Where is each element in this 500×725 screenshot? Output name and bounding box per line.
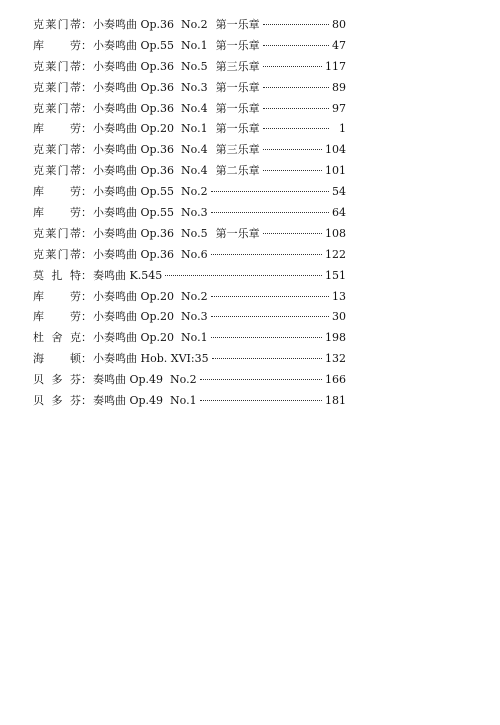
dot-leader	[165, 275, 322, 276]
dot-leader	[211, 296, 329, 297]
composer-name: 海顿	[33, 352, 81, 366]
dot-leader	[211, 254, 322, 255]
piece-title: 小奏鸣曲 Op.20 No.1	[93, 122, 208, 136]
page-number: 166	[325, 373, 346, 387]
dot-leader	[263, 24, 329, 25]
movement-label: 第三乐章	[215, 59, 260, 73]
toc-entry	[33, 349, 346, 370]
composer-name: 克莱门蒂	[33, 247, 81, 261]
colon-separator: ：	[81, 289, 92, 303]
toc-entry	[33, 266, 346, 287]
dot-leader	[211, 316, 329, 317]
page-number: 1	[339, 122, 346, 136]
movement-label: 第一乐章	[215, 122, 260, 136]
dot-leader	[263, 108, 329, 109]
piece-title: 小奏鸣曲 Op.20 No.1	[93, 331, 208, 345]
composer-name: 杜舍克	[33, 331, 81, 345]
page-number: 122	[325, 247, 346, 261]
movement-label: 第一乐章	[215, 226, 260, 240]
toc-entry	[33, 370, 346, 391]
toc-entry	[33, 245, 346, 266]
composer-name: 克莱门蒂	[33, 80, 81, 94]
piece-title: 奏鸣曲 Op.49 No.2	[93, 373, 197, 387]
composer-name: 库劳	[33, 206, 81, 220]
piece-title: 小奏鸣曲 Op.36 No.4	[93, 143, 208, 157]
dot-leader	[263, 66, 322, 67]
dot-leader	[263, 170, 322, 171]
colon-separator: ：	[81, 185, 92, 199]
toc-entry	[33, 328, 346, 349]
page-number: 97	[332, 101, 346, 115]
colon-separator: ：	[81, 122, 92, 136]
composer-name: 克莱门蒂	[33, 226, 81, 240]
toc-entry	[33, 15, 346, 36]
composer-name: 克莱门蒂	[33, 59, 81, 73]
page-number: 54	[332, 185, 346, 199]
movement-label: 第一乐章	[215, 18, 260, 31]
movement-label: 第一乐章	[215, 80, 260, 94]
dot-leader	[263, 233, 322, 234]
piece-title: 奏鸣曲 Op.49 No.1	[93, 394, 197, 408]
colon-separator: ：	[81, 206, 92, 220]
piece-title: 小奏鸣曲 Hob. XVI:35	[93, 352, 209, 366]
page-number: 89	[332, 80, 346, 94]
piece-title: 小奏鸣曲 Op.36 No.4	[93, 101, 208, 115]
piece-title: 小奏鸣曲 Op.20 No.2	[93, 289, 208, 303]
piece-title: 小奏鸣曲 Op.55 No.3	[93, 206, 208, 220]
page-number: 181	[325, 394, 346, 408]
colon-separator: ：	[81, 164, 92, 178]
page-number: 132	[325, 352, 346, 366]
movement-label: 第一乐章	[215, 101, 260, 115]
table-of-contents	[33, 15, 346, 412]
page-number: 104	[325, 143, 346, 157]
toc-entry	[33, 140, 346, 161]
page-number: 47	[332, 38, 346, 52]
toc-entry	[33, 287, 346, 308]
piece-title: 小奏鸣曲 Op.36 No.5	[93, 226, 208, 240]
toc-entry	[33, 307, 346, 328]
dot-leader	[263, 87, 329, 88]
toc-entry	[33, 36, 346, 57]
toc-entry	[33, 161, 346, 182]
composer-name: 贝多芬	[33, 373, 81, 387]
movement-label: 第一乐章	[215, 38, 260, 52]
page-number: 101	[325, 164, 346, 178]
composer-name: 库劳	[33, 310, 81, 324]
dot-leader	[263, 149, 322, 150]
piece-title: 小奏鸣曲 Op.55 No.1	[93, 38, 208, 52]
colon-separator: ：	[81, 59, 92, 73]
page-number: 198	[325, 331, 346, 345]
composer-name: 克莱门蒂	[33, 101, 81, 115]
composer-name: 克莱门蒂	[33, 164, 81, 178]
piece-title: 小奏鸣曲 Op.36 No.5	[93, 59, 208, 73]
colon-separator: ：	[81, 373, 92, 387]
page-number: 117	[325, 59, 346, 73]
movement-label: 第三乐章	[215, 143, 260, 157]
composer-name: 库劳	[33, 38, 81, 52]
piece-title: 小奏鸣曲 Op.36 No.2	[93, 18, 208, 31]
composer-name: 贝多芬	[33, 394, 81, 408]
composer-name: 库劳	[33, 185, 81, 199]
colon-separator: ：	[81, 226, 92, 240]
toc-entry	[33, 119, 346, 140]
dot-leader	[263, 45, 329, 46]
toc-entry	[33, 391, 346, 412]
page-number: 13	[332, 289, 346, 303]
piece-title: 奏鸣曲 K.545	[93, 268, 163, 282]
colon-separator: ：	[81, 247, 92, 261]
colon-separator: ：	[81, 18, 92, 31]
toc-entry	[33, 78, 346, 99]
colon-separator: ：	[81, 101, 92, 115]
toc-entry	[33, 203, 346, 224]
dot-leader	[211, 191, 329, 192]
composer-name: 库劳	[33, 122, 81, 136]
colon-separator: ：	[81, 310, 92, 324]
page-number: 151	[325, 268, 346, 282]
page-number: 108	[325, 226, 346, 240]
colon-separator: ：	[81, 268, 92, 282]
colon-separator: ：	[81, 352, 92, 366]
dot-leader	[212, 358, 322, 359]
piece-title: 小奏鸣曲 Op.55 No.2	[93, 185, 208, 199]
colon-separator: ：	[81, 143, 92, 157]
dot-leader	[200, 400, 322, 401]
dot-leader	[211, 337, 322, 338]
composer-name: 库劳	[33, 289, 81, 303]
piece-title: 小奏鸣曲 Op.36 No.6	[93, 247, 208, 261]
colon-separator: ：	[81, 331, 92, 345]
piece-title: 小奏鸣曲 Op.36 No.4	[93, 164, 208, 178]
composer-name: 莫扎特	[33, 268, 81, 282]
dot-leader	[263, 128, 329, 129]
colon-separator: ：	[81, 394, 92, 408]
piece-title: 小奏鸣曲 Op.20 No.3	[93, 310, 208, 324]
composer-name: 克莱门蒂	[33, 18, 81, 31]
toc-entry	[33, 57, 346, 78]
piece-title: 小奏鸣曲 Op.36 No.3	[93, 80, 208, 94]
dot-leader	[211, 212, 329, 213]
toc-entry	[33, 224, 346, 245]
toc-entry	[33, 182, 346, 203]
dot-leader	[200, 379, 322, 380]
colon-separator: ：	[81, 38, 92, 52]
movement-label: 第二乐章	[215, 164, 260, 178]
page-number: 64	[332, 206, 346, 220]
colon-separator: ：	[81, 80, 92, 94]
toc-entry	[33, 99, 346, 120]
page-number: 30	[332, 310, 346, 324]
toc-entries	[33, 15, 346, 412]
page-number: 80	[332, 18, 346, 31]
composer-name: 克莱门蒂	[33, 143, 81, 157]
